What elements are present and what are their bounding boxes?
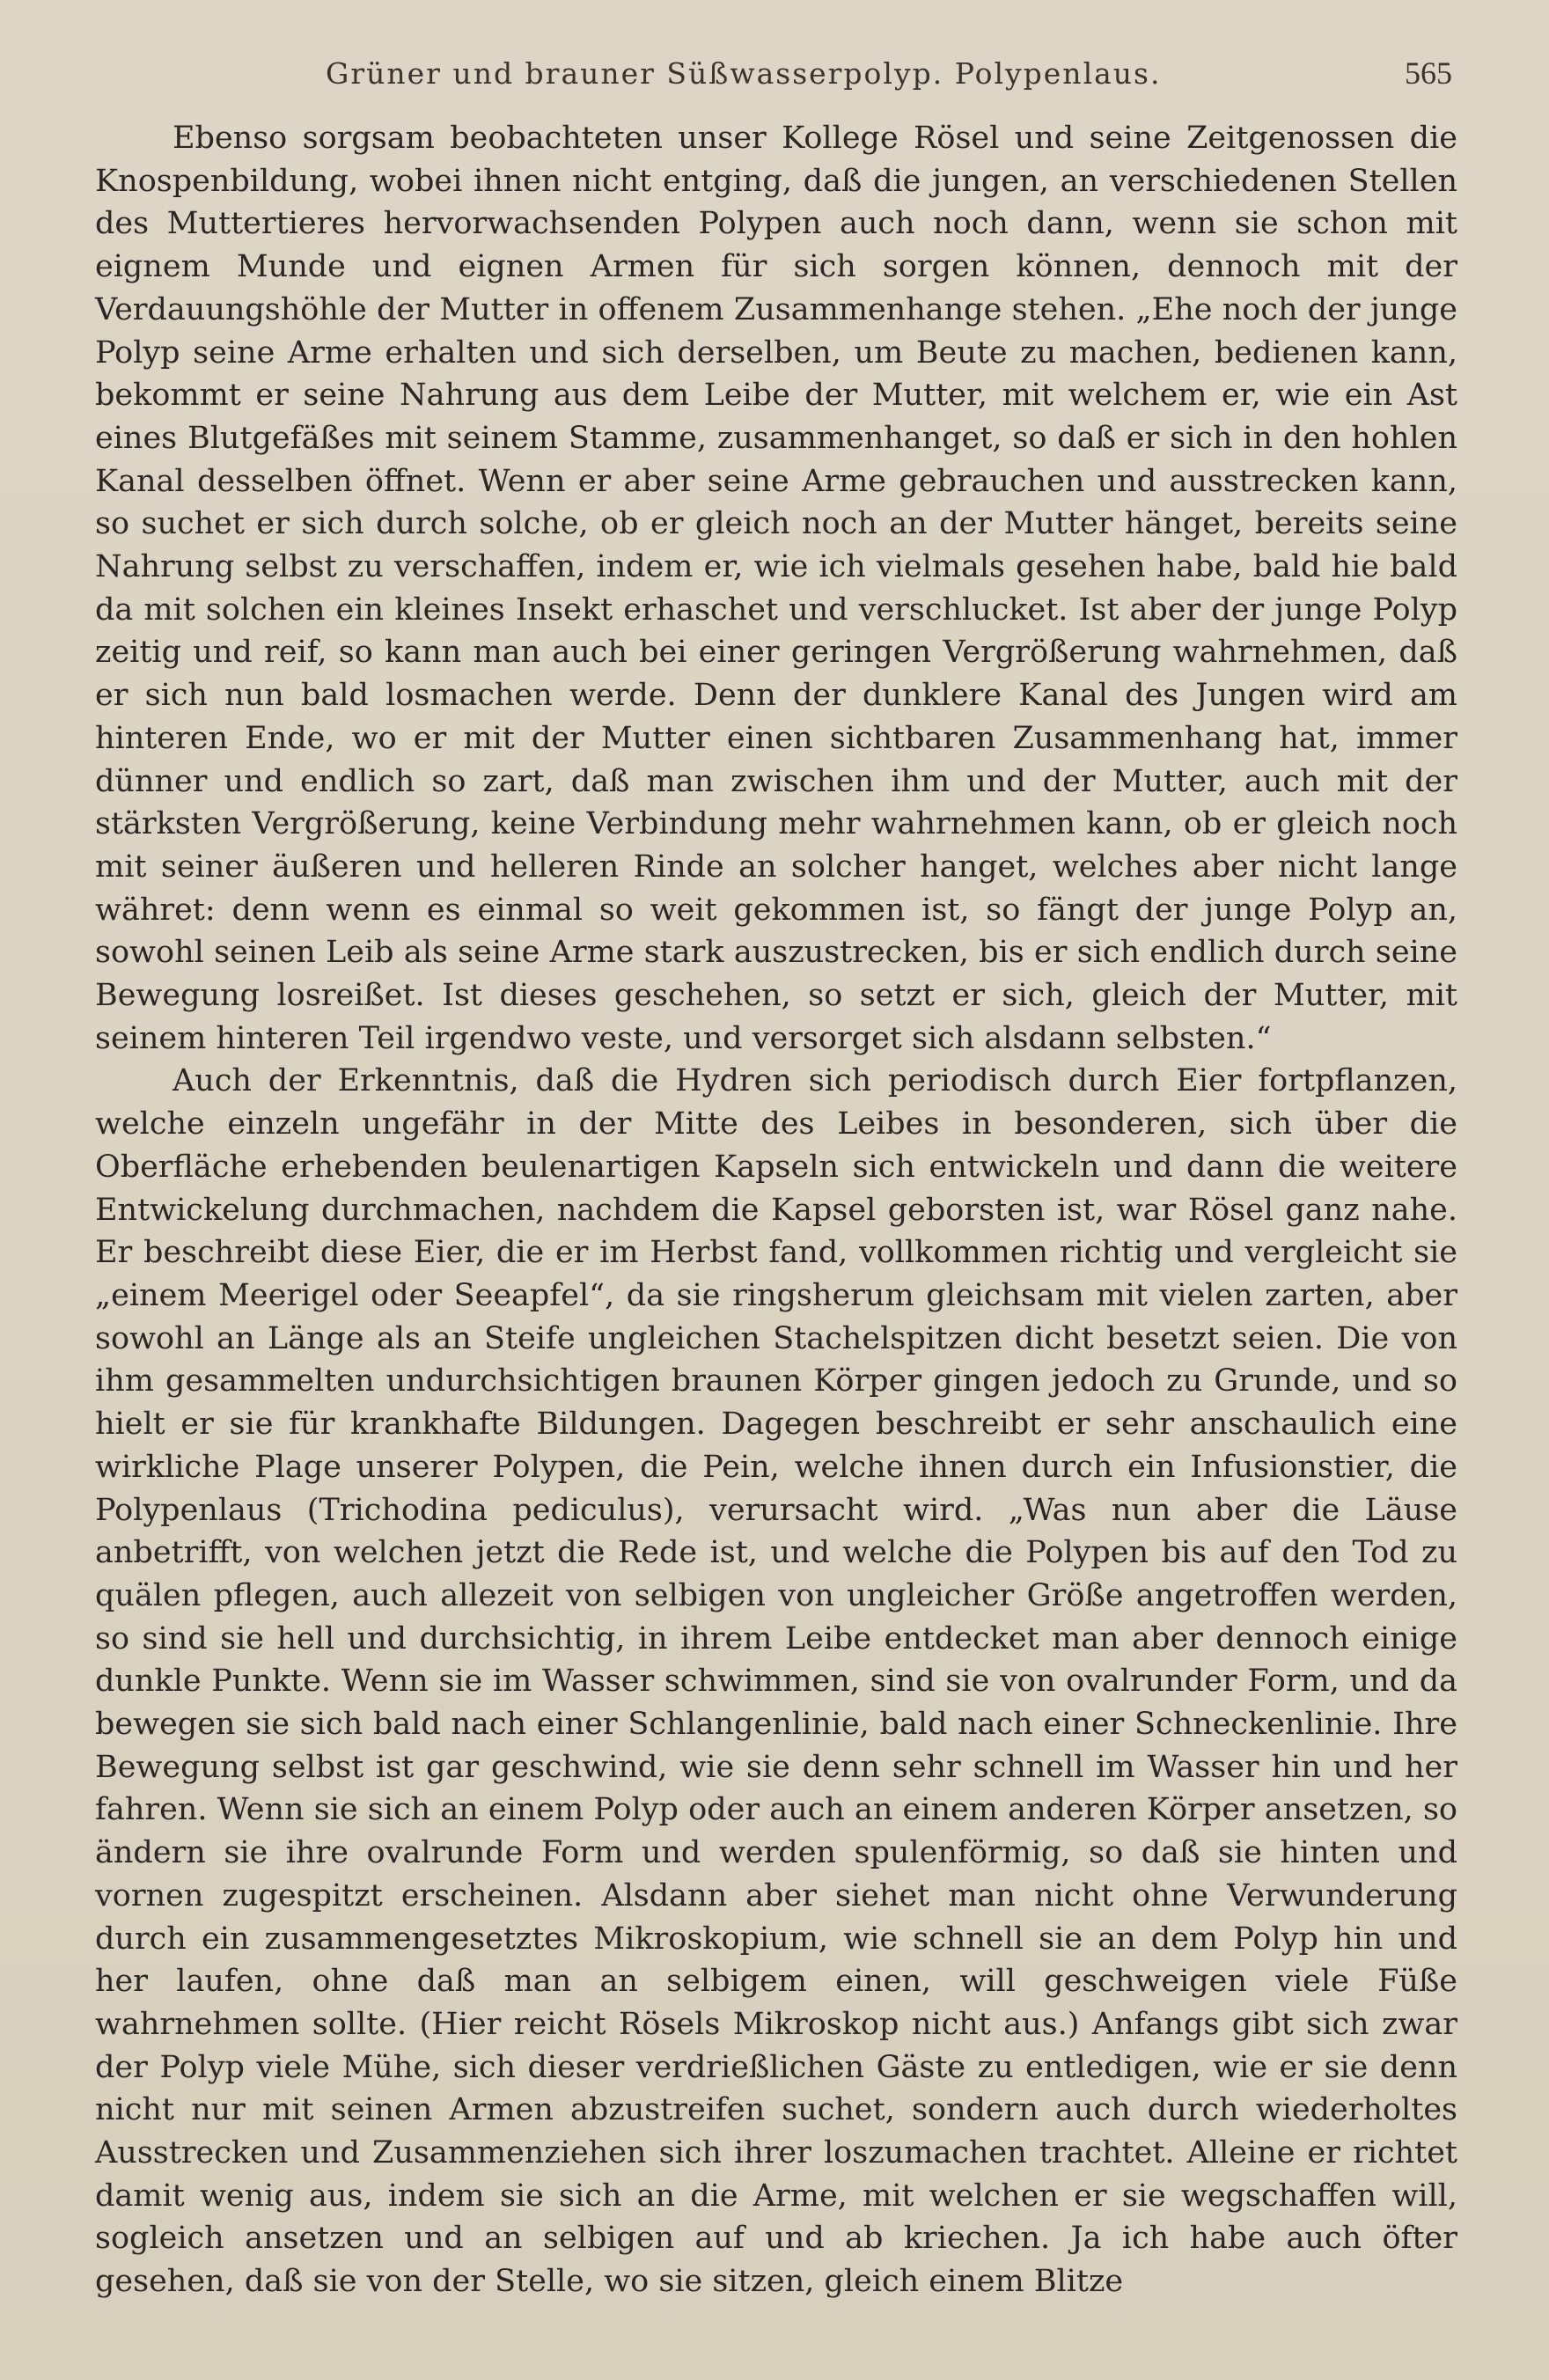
page-number: 565 bbox=[1405, 55, 1452, 91]
body-text bbox=[95, 117, 1457, 2303]
paragraph-budding: Ebenso sorgsam beobachteten unser Kollege Rösel und seine Zeitgenossen die Knospenbildung, wobei ihnen nicht entging, daß die jungen, an verschiedenen Stellen des Muttertieres hervorwachsenden Polypen auch noch dann, wenn sie schon mit eignem Munde und eignen Armen für sich sorgen können, dennoch mit der Verdauungshöhle der Mutter in offenem Zusammenhange stehen. „Ehe noch der junge Polyp seine Arme erhalten und sich derselben, um Beute zu machen, bedienen kann, bekommt er seine Nahrung aus dem Leibe der Mutter, mit welchem er, wie ein Ast eines Blutgefäßes mit seinem Stamme, zusammenhanget, so daß er sich in den hohlen Kanal desselben öffnet. Wenn er aber seine Arme gebrauchen und ausstrecken kann, so suchet er sich durch solche, ob er gleich noch an der Mutter hänget, bereits seine Nahrung selbst zu verschaffen, indem er, wie ich vielmals gesehen habe, bald hie bald da mit solchen ein kleines Insekt erhaschet und verschlucket. Ist aber der junge Polyp zeitig und reif, so kann man auch bei einer geringen Vergrößerung wahrnehmen, daß er sich nun bald losmachen werde. Denn der dunklere Kanal des Jungen wird am hinteren Ende, wo er mit der Mutter einen sichtbaren Zusammenhang hat, immer dünner und endlich so zart, daß man zwischen ihm und der Mutter, auch mit der stärksten Vergrößerung, keine Verbindung mehr wahrnehmen kann, ob er gleich noch mit seiner äußeren und helleren Rinde an solcher hanget, welches aber nicht lange währet: denn wenn es einmal so weit gekommen ist, so fängt der junge Polyp an, sowohl seinen Leib als seine Arme stark auszustrecken, bis er sich endlich durch seine Bewegung losreißet. Ist dieses geschehen, so setzt er sich, gleich der Mutter, mit seinem hinteren Teil irgendwo veste, und versorget sich alsdann selbsten.“ bbox=[95, 121, 1457, 1056]
running-title: Grüner und brauner Süßwasserpolyp. Polypenlaus. bbox=[326, 56, 1162, 91]
page-header bbox=[326, 51, 1452, 104]
paragraph-eggs-and-polyp-louse: Auch der Erkenntnis, daß die Hydren sich periodisch durch Eier fortpflanzen, welche einzeln ungefähr in der Mitte des Leibes in besonderen, sich über die Oberfläche erhebenden beulenartigen Kapseln sich entwickeln und dann die weitere Entwickelung durchmachen, nachdem die Kapsel geborsten ist, war Rösel ganz nahe. Er beschreibt diese Eier, die er im Herbst fand, vollkommen richtig und vergleicht sie „einem Meerigel oder Seeapfel“, da sie ringsherum gleichsam mit vielen zarten, aber sowohl an Länge als an Steife ungleichen Stachelspitzen dicht besetzt seien. Die von ihm gesammelten undurchsichtigen braunen Körper gingen jedoch zu Grunde, und so hielt er sie für krankhafte Bildungen. Dagegen beschreibt er sehr anschaulich eine wirkliche Plage unserer Polypen, die Pein, welche ihnen durch ein Infusionstier, die Polypenlaus (Trichodina pediculus), verursacht wird. „Was nun aber die Läuse anbetrifft, von welchen jetzt die Rede ist, und welche die Polypen bis auf den Tod zu quälen pflegen, auch allezeit von selbigen von ungleicher Größe angetroffen werden, so sind sie hell und durchsichtig, in ihrem Leibe entdecket man aber dennoch einige dunkle Punkte. Wenn sie im Wasser schwimmen, sind sie von ovalrunder Form, und da bewegen sie sich bald nach einer Schlangenlinie, bald nach einer Schneckenlinie. Ihre Bewegung selbst ist gar geschwind, wie sie denn sehr schnell im Wasser hin und her fahren. Wenn sie sich an einem Polyp oder auch an einem anderen Körper ansetzen, so ändern sie ihre ovalrunde Form und werden spulenförmig, so daß sie hinten und vornen zugespitzt erscheinen. Alsdann aber siehet man nicht ohne Verwunderung durch ein zusammengesetztes Mikroskopium, wie schnell sie an dem Polyp hin und her laufen, ohne daß man an selbigem einen, will geschweigen viele Füße wahrnehmen sollte. (Hier reicht Rösels Mikroskop nicht aus.) Anfangs gibt sich zwar der Polyp viele Mühe, sich dieser verdrießlichen Gäste zu entledigen, wie er sie denn nicht nur mit seinen Armen abzustreifen suchet, sondern auch durch wiederholtes Ausstrecken und Zusammenziehen sich ihrer loszumachen trachtet. Alleine er richtet damit wenig aus, indem sie sich an die Arme, mit welchen er sie wegschaffen will, sogleich ansetzen und an selbigen auf und ab kriechen. Ja ich habe auch öfter gesehen, daß sie von der Stelle, wo sie sitzen, gleich einem Blitze bbox=[95, 1063, 1457, 2300]
